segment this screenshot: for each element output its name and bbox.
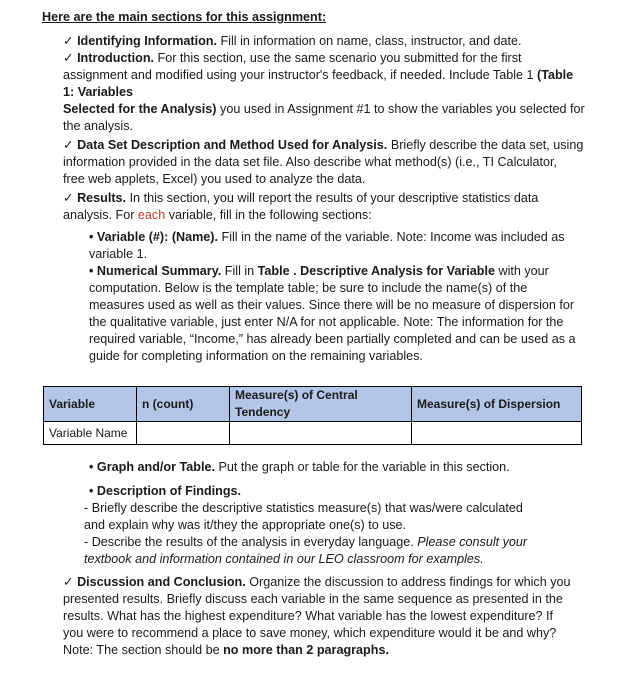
table-cell	[412, 422, 582, 445]
table-header-cell: Measure(s) of Central Tendency	[230, 387, 412, 422]
check-mark-icon: ✓	[63, 34, 74, 48]
dataset-text-1: Briefly describe the data set, using	[390, 138, 584, 152]
identifying-text: Fill in information on name, class, instructor, and date.	[220, 34, 522, 48]
discussion-text-5b: no more than 2 paragraphs.	[223, 643, 389, 657]
subsection-findings	[84, 483, 589, 568]
introduction-text-2: assignment and modified using your instructor's feedback, if needed. Include Table 1	[63, 68, 534, 82]
bullet-icon: •	[89, 264, 94, 278]
numerical-text-2: computation. Below is the template table; be sure to include the name(s) of the	[89, 281, 528, 295]
variable-title: Variable (#): (Name).	[96, 230, 219, 244]
numerical-text-4: the qualitative variable, just enter N/A for not applicable. Note: The information for the	[89, 315, 564, 329]
graph-title: Graph and/or Table.	[96, 460, 215, 474]
numerical-text-1b: with your	[498, 264, 549, 278]
numerical-title: Numerical Summary.	[96, 264, 222, 278]
dataset-text-2: information provided in the data set file. Also describe what method(s) (i.e., TI Calculator,	[63, 155, 557, 169]
table-header-cell: Variable	[44, 387, 137, 422]
introduction-table-ref-c: Selected for the Analysis)	[63, 102, 217, 116]
section-identifying	[63, 33, 603, 50]
results-text-2a: analysis. For	[63, 208, 135, 222]
check-mark-icon: ✓	[63, 575, 74, 589]
results-title: Results.	[77, 191, 127, 205]
graph-text: Put the graph or table for the variable in this section.	[218, 460, 510, 474]
results-text-2b: variable, fill in the following sections:	[168, 208, 372, 222]
introduction-title: Introduction.	[77, 51, 155, 65]
results-text-1: In this section, you will report the results of your descriptive statistics data	[129, 191, 539, 205]
section-dataset	[63, 137, 603, 188]
introduction-table-ref-a: (Table	[537, 68, 574, 82]
variable-text-2: variable 1.	[89, 247, 148, 261]
table-header-cell: Measure(s) of Dispersion	[412, 387, 582, 422]
descriptive-analysis-table	[43, 386, 582, 445]
introduction-text-1: For this section, use the same scenario you submitted for the first	[157, 51, 522, 65]
bullet-icon: •	[89, 460, 94, 474]
table-cell: Variable Name	[44, 422, 137, 445]
discussion-text-4: you were to recommend a place to save money, which expenditure would it be and why?	[63, 626, 557, 640]
subsection-numerical	[89, 263, 589, 365]
introduction-text-3: you used in Assignment #1 to show the variables you selected for	[220, 102, 585, 116]
numerical-text-5: required variable, “Income,” has already been partially completed and can be used as a	[89, 332, 576, 346]
section-results	[63, 190, 603, 224]
subsection-graph	[89, 459, 589, 476]
discussion-text-5a: Note: The section should be	[63, 643, 220, 657]
check-mark-icon: ✓	[63, 51, 74, 65]
section-discussion	[63, 574, 603, 659]
discussion-title: Discussion and Conclusion.	[77, 575, 246, 589]
check-mark-icon: ✓	[63, 191, 74, 205]
numerical-text-1a: Fill in	[224, 264, 255, 278]
bullet-icon: •	[89, 230, 94, 244]
dataset-title: Data Set Description and Method Used for Analysis.	[77, 138, 388, 152]
discussion-text-1: Organize the discussion to address findings for which you	[249, 575, 571, 589]
table-header-row	[44, 387, 582, 422]
discussion-text-2: presented results. Briefly discuss each variable in the same sequence as presented in the	[63, 592, 563, 606]
bullet-icon: •	[89, 484, 94, 498]
results-each: each	[137, 208, 166, 222]
numerical-text-6: guide for completing information on the remaining variables.	[89, 349, 423, 363]
table-row	[44, 422, 582, 445]
findings-line-4: textbook and information contained in our LEO classroom for examples.	[84, 552, 484, 566]
page-heading: Here are the main sections for this assignment:	[42, 10, 327, 24]
table-cell	[230, 422, 412, 445]
introduction-text-4: the analysis.	[63, 119, 134, 133]
dataset-text-3: free web applets, Excel) you used to analyze the data.	[63, 172, 366, 186]
numerical-text-3: measures used as well as their values. Since there will be no measure of dispersion for	[89, 298, 575, 312]
discussion-text-3: results. What has the highest expenditure? What variable has the lowest expenditure? If	[63, 609, 554, 623]
findings-line-2: and explain why was it/they the appropriate one(s) to use.	[84, 518, 407, 532]
introduction-table-ref-b: 1: Variables	[63, 85, 134, 99]
table-cell	[137, 422, 230, 445]
subsection-variable	[89, 229, 589, 263]
findings-line-1: - Briefly describe the descriptive statistics measure(s) that was/were calculated	[84, 501, 523, 515]
numerical-table-label: Table . Descriptive Analysis for Variable	[257, 264, 495, 278]
section-introduction	[63, 50, 603, 135]
findings-title: Description of Findings.	[96, 484, 242, 498]
check-mark-icon: ✓	[63, 138, 74, 152]
variable-text-1: Fill in the name of the variable. Note: Income was included as	[221, 230, 565, 244]
identifying-title: Identifying Information.	[77, 34, 217, 48]
findings-line-3b: Please consult your	[417, 535, 528, 549]
findings-line-3a: - Describe the results of the analysis in everyday language.	[84, 535, 414, 549]
table-header-cell: n (count)	[137, 387, 230, 422]
